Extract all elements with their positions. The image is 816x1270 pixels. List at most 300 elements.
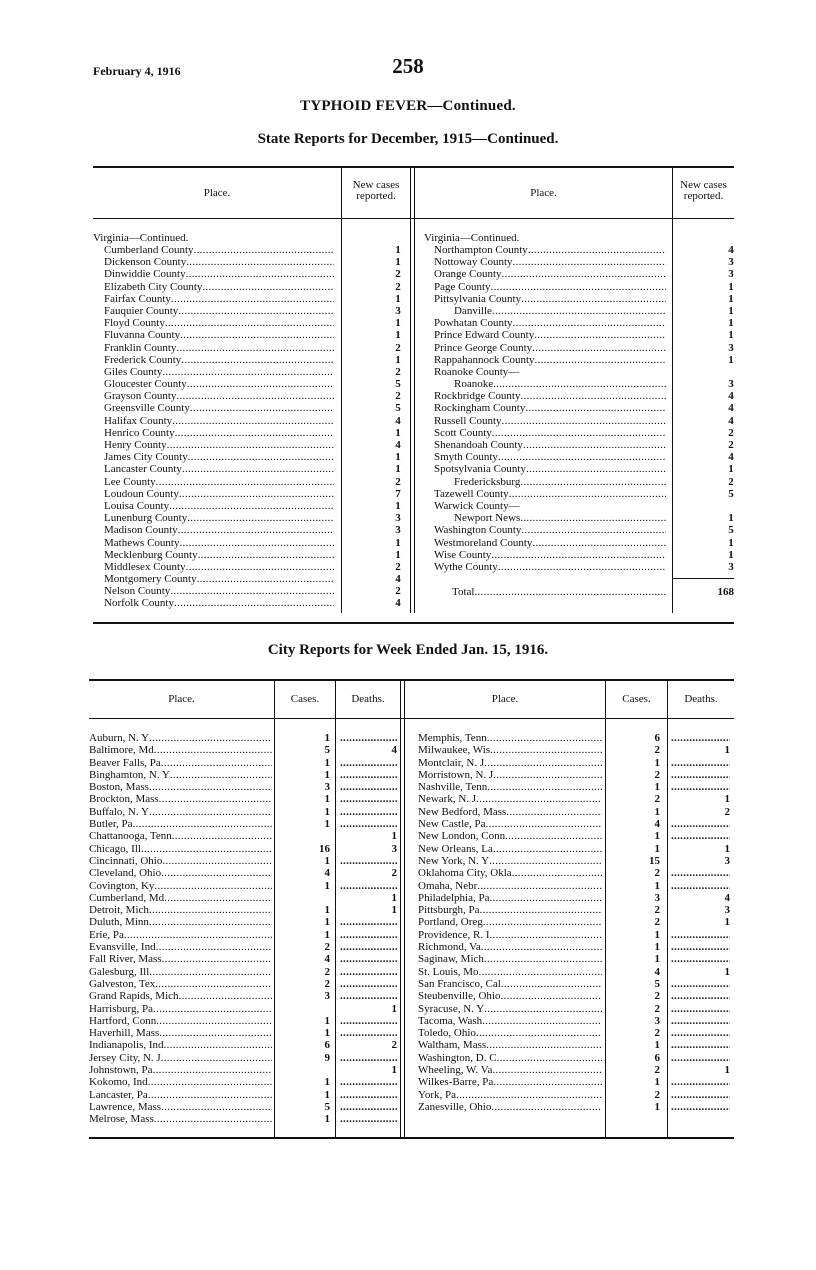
leader-dots [523,439,666,451]
city-row-cases [300,1076,330,1088]
city-row [418,1027,602,1039]
city-header-deaths-left: Deaths. [351,693,385,705]
cell-value: 1 [324,1027,330,1040]
city-row-deaths [340,855,397,867]
city-row [418,818,602,830]
state-row [104,427,334,439]
city-row-cases [300,867,330,879]
cell-value: 2 [395,560,401,573]
cell-value: 1 [324,904,330,917]
city-row-cases [630,929,660,941]
state-row-cases [392,342,404,354]
city-row-cases [630,793,660,805]
city-row [418,855,602,867]
state-reports-subtitle: State Reports for December, 1915—Continued. [257,131,559,147]
city-row-cases [300,769,330,781]
leader-dots [149,806,272,818]
cell-value: 5 [728,487,734,500]
city-row-deaths [340,830,397,842]
city-row-deaths [340,966,397,978]
cell-value: 1 [391,830,397,843]
city-row [418,806,602,818]
place-name: Northampton County [434,244,528,256]
leader-dots [180,329,334,341]
cell-value: 1 [395,463,401,476]
state-row [104,281,334,293]
city-row-deaths [340,1027,397,1039]
leader-dots [186,256,334,268]
cell-value: 3 [391,842,397,855]
city-right-deaths [671,732,730,1113]
leader-dots [198,549,334,561]
state-row [434,342,666,354]
state-row-cases [725,439,737,451]
state-row [104,463,334,475]
place-name: Elizabeth City County [104,280,203,293]
state-row [434,561,666,573]
state-row-cases [725,488,737,500]
cell-value: 1 [724,1064,730,1077]
cell-value: 2 [395,585,401,598]
place-name: Fredericksburg [454,475,521,488]
place-name: Westmoreland County [434,536,533,549]
state-row [434,439,666,451]
cell-value: 1 [395,451,401,464]
state-table-divider [341,168,342,613]
leader-dots [521,524,666,536]
leader-dots [155,978,272,990]
place-name: Haverhill, Mass [89,1027,160,1040]
city-row-cases [630,1039,660,1051]
leader-dots [492,427,666,439]
cell-value: 4 [324,953,330,966]
state-row [434,524,666,536]
place-name: Richmond, Va [418,941,481,954]
empty-dots [340,916,397,928]
place-name: Hartford, Conn [89,1014,157,1027]
empty-dots [340,818,397,830]
city-row-deaths [340,793,397,805]
place-name: Baltimore, Md [89,744,154,757]
city-row [89,781,272,793]
state-row [434,244,666,256]
cell-value: 5 [324,744,330,757]
state-row-cases [725,549,737,561]
leader-dots [492,1064,602,1076]
state-header-cases-right [673,180,734,202]
state-row [434,354,666,366]
state-row-cases [725,561,737,573]
city-table-divider [274,681,275,1137]
place-name: New Orleans, La [418,842,493,855]
city-row-cases [630,916,660,928]
leader-dots [149,966,272,978]
leader-dots [176,342,334,354]
place-name: Galesburg, Ill [89,965,150,978]
place-name: Auburn, N. Y [89,732,150,744]
leader-dots [513,317,666,329]
place-name: Saginaw, Mich [418,953,484,966]
city-row-deaths [340,1113,397,1125]
leader-dots [506,806,602,818]
city-row-cases [300,1064,330,1076]
city-row-cases [630,1089,660,1101]
city-row [89,843,272,855]
empty-dots [671,1076,730,1088]
city-row [89,732,272,744]
leader-dots [491,1101,602,1113]
empty-dots [340,966,397,978]
state-table-total-rule [672,578,734,579]
cell-value: 4 [391,744,397,757]
cell-value: 2 [395,280,401,293]
city-row-deaths [671,1052,730,1064]
place-name: San Francisco, Cal [418,977,501,990]
empty-dots [340,880,397,892]
empty-dots [340,806,397,818]
city-row-deaths [671,806,730,818]
place-name: Newark, N. J [418,793,477,806]
leader-dots [188,451,334,463]
state-row [434,329,666,341]
state-row-cases [392,305,404,317]
city-row-deaths [340,1015,397,1027]
leader-dots [162,953,272,965]
state-row [104,585,334,597]
city-row-cases [300,793,330,805]
state-row-cases [725,500,737,512]
city-row-deaths [671,1064,730,1076]
empty-dots [340,990,397,1002]
leader-dots [169,500,334,512]
empty-dots [340,1113,397,1125]
state-row-cases [392,402,404,414]
leader-dots [194,244,334,256]
state-row-cases [392,427,404,439]
place-name: Nashville, Tenn [418,781,488,794]
cell-value: 1 [654,830,660,843]
city-row-deaths [340,806,397,818]
city-row-cases [300,1015,330,1027]
city-row [418,1076,602,1088]
place-name: Roanoke County— [434,365,520,378]
city-row-deaths [340,1076,397,1088]
leader-dots [493,769,602,781]
leader-dots [456,1089,602,1101]
cell-value: 6 [324,1039,330,1052]
empty-dots [671,732,730,744]
state-row [104,317,334,329]
city-row-deaths [671,916,730,928]
place-name: Dinwiddie County [104,268,186,281]
cell-value: 3 [728,341,734,354]
cell-value: 1 [728,353,734,366]
state-row [104,305,334,317]
leader-dots [156,1015,272,1027]
leader-dots [501,978,602,990]
place-name: Steubenville, Ohio [418,990,501,1003]
cell-value: 1 [728,512,734,525]
cell-value: 2 [654,744,660,757]
state-row-cases [725,390,737,402]
place-name: Johnstown, Pa [89,1064,153,1077]
city-row [89,941,272,953]
cell-value: 3 [395,512,401,525]
empty-dots [340,781,397,793]
cell-value: 1 [395,536,401,549]
empty-dots [671,1003,730,1015]
state-row [104,402,334,414]
place-name: Waltham, Mass [418,1039,487,1052]
cell-value: 2 [391,867,397,880]
place-name: Erie, Pa [89,928,124,941]
leader-dots [490,744,602,756]
city-row-deaths [340,953,397,965]
place-name: Melrose, Mass [89,1113,154,1126]
cell-value: 3 [395,524,401,537]
city-row-deaths [340,843,397,855]
cell-value: 1 [728,304,734,317]
city-row-cases [630,1015,660,1027]
city-row-cases [300,916,330,928]
cell-value: 2 [654,990,660,1003]
cell-value: 2 [654,1027,660,1040]
place-name: James City County [104,451,188,464]
city-row-cases [630,769,660,781]
empty-dots [671,990,730,1002]
leader-dots [186,268,334,280]
cell-value: 4 [395,597,401,610]
empty-dots [671,978,730,990]
state-row-cases [392,366,404,378]
cell-value: 1 [391,1064,397,1077]
city-table-divider [404,681,405,1137]
city-row-deaths [671,867,730,879]
city-row-cases [630,1003,660,1015]
state-row [434,402,666,414]
leader-dots [481,941,602,953]
leader-dots [476,1027,602,1039]
cell-value: 2 [324,941,330,954]
cell-value: 1 [324,732,330,744]
state-row-cases [725,268,737,280]
city-row [89,855,272,867]
cell-value: 1 [324,854,330,867]
cell-value: 5 [395,378,401,391]
city-row-cases [630,855,660,867]
city-row-cases [300,929,330,941]
leader-dots [179,537,334,549]
state-row [104,354,334,366]
state-row [104,597,334,609]
cell-value: 3 [395,304,401,317]
cell-value: 3 [324,990,330,1003]
city-row-deaths [671,892,730,904]
city-table-divider [400,681,401,1137]
city-row-cases [300,1003,330,1015]
place-name: Providence, R. I [418,928,490,941]
state-row [104,549,334,561]
leader-dots [498,561,666,573]
cell-value: 5 [728,524,734,537]
leader-dots [486,1039,602,1051]
state-row-cases [392,537,404,549]
state-row [104,439,334,451]
state-row-cases [392,524,404,536]
cell-value: 1 [395,499,401,512]
city-row-cases [630,904,660,916]
cell-value: 2 [728,475,734,488]
city-row [89,1003,272,1015]
state-row [434,378,666,390]
place-name: Lee County [104,475,156,488]
city-table-divider [667,681,668,1137]
leader-dots [162,366,334,378]
state-row-cases [392,488,404,500]
cell-value: 1 [395,329,401,342]
leader-dots [509,488,666,500]
city-row-deaths [671,781,730,793]
place-name: Cincinnati, Ohio [89,854,163,867]
city-row-deaths [340,990,397,1002]
place-name: Lancaster County [104,463,182,476]
cell-value: 1 [654,781,660,794]
state-row-cases [392,354,404,366]
city-row [418,1052,602,1064]
place-name: Nottoway County [434,256,513,269]
cell-value: 2 [395,390,401,403]
empty-dots [671,867,730,879]
cell-value: 4 [728,402,734,415]
place-name: Harrisburg, Pa [89,1002,153,1015]
cell-value: 1 [324,1014,330,1027]
city-row-cases [300,1052,330,1064]
cell-value: 2 [324,977,330,990]
city-row-cases [300,830,330,842]
place-name: Gloucester County [104,378,187,391]
city-row [89,830,272,842]
city-row [89,929,272,941]
place-name: Lancaster, Pa [89,1088,148,1101]
state-left-state-label: Virginia—Continued. [93,232,189,244]
city-row-deaths [671,1027,730,1039]
place-name: Tacoma, Wash [418,1014,483,1027]
empty-dots [340,978,397,990]
cell-value: 3 [724,854,730,867]
cell-value: 1 [395,353,401,366]
city-row-deaths [340,1052,397,1064]
place-name: Toledo, Ohio [418,1027,476,1040]
place-name: Roanoke [454,378,494,391]
empty-dots [671,757,730,769]
city-header-place-left: Place. [168,693,195,705]
leader-dots [484,1003,602,1015]
leader-dots [535,354,666,366]
city-row [89,793,272,805]
cell-value: 3 [728,256,734,269]
city-row [89,867,272,879]
place-name: Galveston, Tex [89,977,156,990]
empty-dots [671,953,730,965]
empty-dots [671,1039,730,1051]
city-row [89,769,272,781]
city-row [89,1089,272,1101]
state-row-cases [725,427,737,439]
place-name: Nelson County [104,585,171,598]
place-name: Evansville, Ind [89,941,156,954]
state-row-cases [392,256,404,268]
header-line: New cases [352,179,400,191]
city-header-place-right: Place. [491,693,519,705]
place-name: New London, Conn [418,830,506,843]
leader-dots [493,378,666,390]
place-name: Oklahoma City, Okla [418,867,512,880]
state-table-bottom-rule [93,622,734,624]
city-row-deaths [340,781,397,793]
state-table-divider [672,168,673,613]
cell-value: 2 [654,1088,660,1101]
city-left-cases [300,732,330,1126]
state-row [104,488,334,500]
leader-dots [165,317,334,329]
leader-dots [148,1076,272,1088]
city-row-deaths [340,769,397,781]
state-row [434,512,666,524]
cell-value: 3 [654,891,660,904]
cell-value: 16 [319,842,330,855]
state-row [104,268,334,280]
city-row-deaths [671,1015,730,1027]
city-row [89,744,272,756]
place-name: Dickenson County [104,256,187,269]
state-row-cases [725,537,737,549]
city-row [89,978,272,990]
city-row-cases [300,1089,330,1101]
city-row-deaths [671,929,730,941]
city-row-deaths [340,892,397,904]
empty-dots [340,1076,397,1088]
state-row-cases [725,378,737,390]
state-row-cases [392,549,404,561]
state-right-places [434,244,666,573]
empty-dots [340,1015,397,1027]
cell-value: 1 [324,805,330,818]
place-name: Chicago, Ill [89,842,141,855]
state-row [104,390,334,402]
leader-dots [148,1089,272,1101]
cell-value: 5 [654,977,660,990]
city-row-cases [630,892,660,904]
place-name: Buffalo, N. Y [89,805,149,818]
city-row [418,1089,602,1101]
place-name: Memphis, Tenn [418,732,487,744]
city-right-places [418,732,602,1113]
state-row [434,293,666,305]
city-row-cases [300,818,330,830]
city-header-cases-right: Cases. [622,693,651,705]
state-row-cases [725,402,737,414]
cell-value: 1 [395,244,401,256]
state-row-cases [392,378,404,390]
city-row-cases [630,953,660,965]
state-row-cases [392,597,404,609]
leader-dots [484,953,602,965]
city-row-deaths [671,904,730,916]
state-right-state-label: Virginia—Continued. [424,232,520,244]
leader-dots [502,268,666,280]
cell-value: 1 [654,1039,660,1052]
state-row-cases [725,244,737,256]
